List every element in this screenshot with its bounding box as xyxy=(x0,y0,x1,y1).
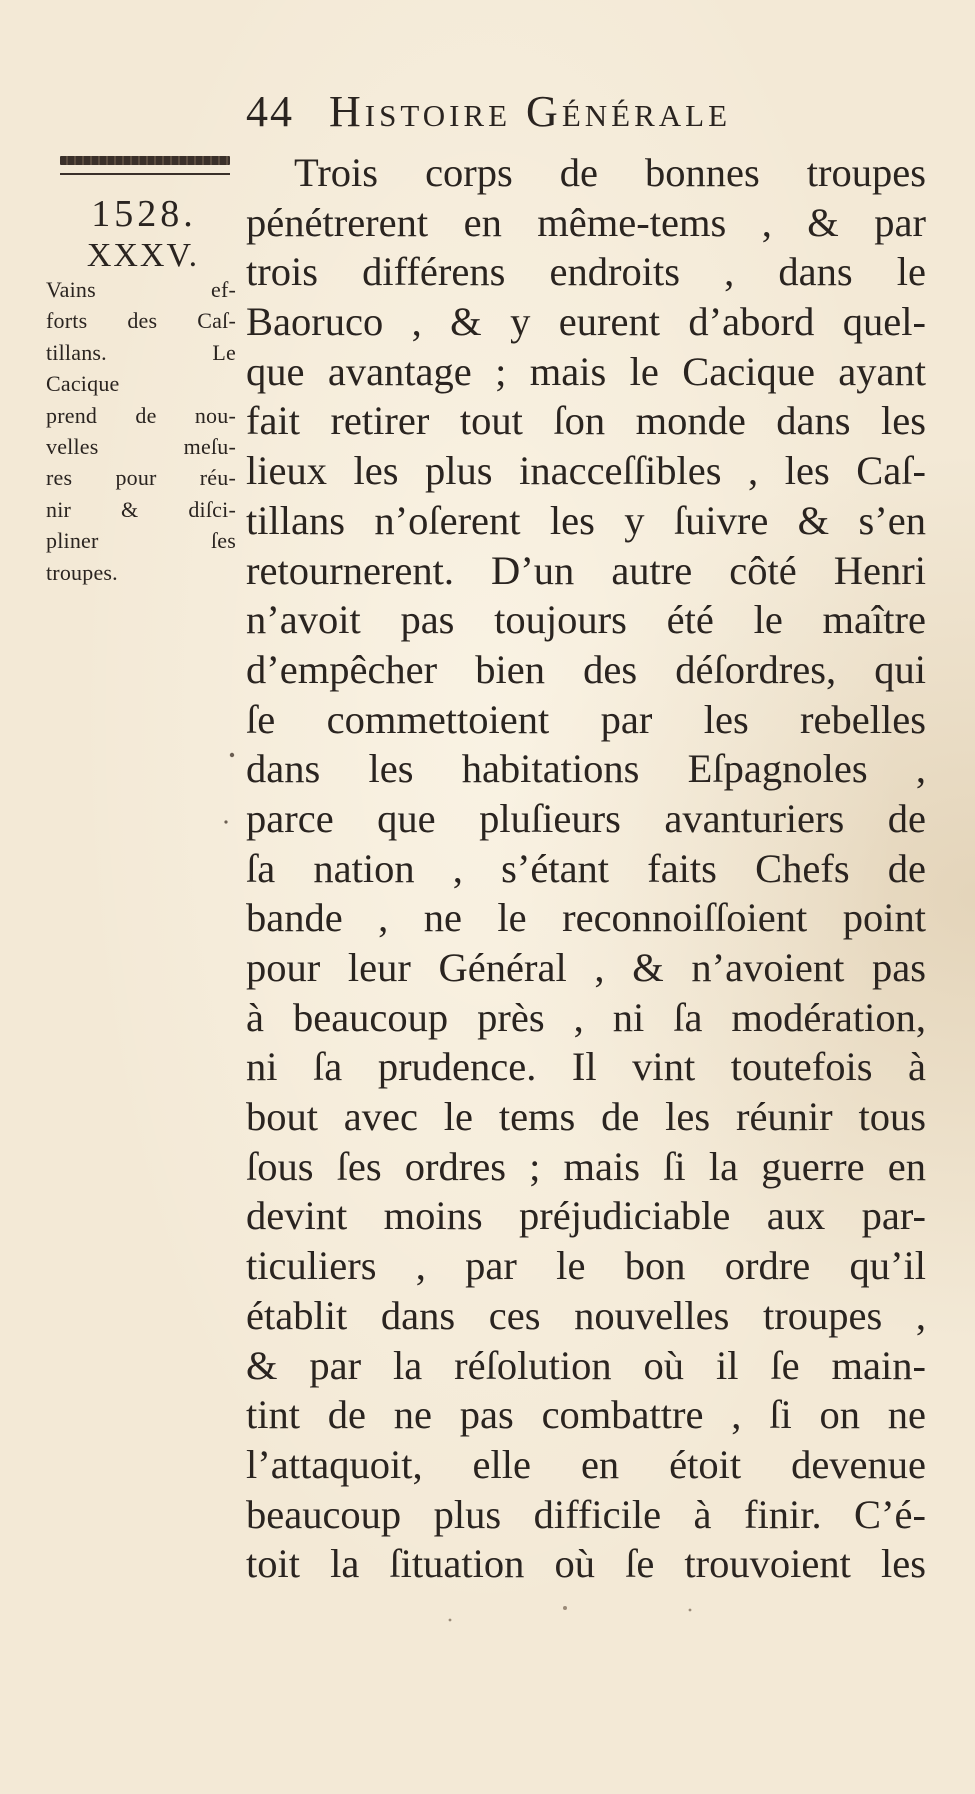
margin-summary xyxy=(46,274,236,588)
body-line: bout avec le tems de les réunir tous xyxy=(246,1094,926,1140)
section-numeral: XXXV. xyxy=(86,237,200,274)
body-text xyxy=(246,148,926,1589)
margin-year: 1528. xyxy=(91,193,197,235)
body-line: toit la ſituation où ſe trouvoient les xyxy=(246,1541,926,1587)
body-line: l’attaquoit, elle en étoit devenue xyxy=(246,1441,926,1487)
margin-note-line: pliner ſes xyxy=(46,528,236,554)
body-line: Baoruco , & y eurent d’abord quel- xyxy=(246,299,926,345)
body-line: à beaucoup près , ni ſa modération, xyxy=(246,994,926,1040)
body-line: bande , ne le reconnoiſſoient point xyxy=(246,895,926,941)
margin-ornament-rule xyxy=(60,156,230,180)
body-line: tillans n’oſerent les y ſuivre & s’en xyxy=(246,497,926,543)
ornament-thin-rule xyxy=(60,173,230,175)
margin-note-line: res pour réu- xyxy=(46,465,236,491)
running-title: Histoire Générale xyxy=(329,87,732,136)
body-line: Trois corps de bonnes troupes xyxy=(294,150,926,195)
margin-note-line: nir & diſci- xyxy=(46,496,236,522)
body-line: lieux les plus inacceſſibles , les Caſ- xyxy=(246,448,926,494)
body-line: que avantage ; mais le Cacique ayant xyxy=(246,348,926,394)
speck xyxy=(689,1609,692,1612)
speck xyxy=(563,1606,567,1610)
speck xyxy=(224,820,227,823)
body-line: retournerent. D’un autre côté Henri xyxy=(246,547,926,593)
body-line: ni ſa prudence. Il vint toutefois à xyxy=(246,1044,926,1090)
body-line: ticuliers , par le bon ordre qu’il xyxy=(246,1243,926,1289)
margin-note-line: troupes. xyxy=(46,559,118,585)
margin-note-line: Vains ef- xyxy=(46,277,236,302)
margin-note-line: prend de nou- xyxy=(46,402,236,428)
body-line: pour leur Général , & n’avoient pas xyxy=(246,945,926,990)
body-line: dans les habitations Eſpagnoles , xyxy=(246,746,926,792)
page-number: 44 xyxy=(246,87,294,136)
speck xyxy=(449,1619,452,1622)
margin-note-line: tillans. Le xyxy=(46,339,236,365)
body-line: n’avoit pas toujours été le maître xyxy=(246,597,926,643)
ornament-thick-rule xyxy=(60,156,230,165)
margin-note-line: forts des Caſ- xyxy=(46,308,236,334)
margin-note-line: Cacique xyxy=(46,371,120,397)
body-line: parce que pluſieurs avanturiers de xyxy=(246,795,926,841)
body-line: & par la réſolution où il ſe main- xyxy=(246,1342,926,1388)
body-line: ſous ſes ordres ; mais ſi la guerre en xyxy=(246,1143,926,1189)
body-line: devint moins préjudiciable aux par- xyxy=(246,1193,926,1239)
body-line: tint de ne pas combattre , ſi on ne xyxy=(246,1392,926,1438)
body-line: ſe commettoient par les rebelles xyxy=(246,696,926,742)
margin-note-line: velles meſu- xyxy=(46,433,236,459)
body-line: pénétrerent en même-tems , & par xyxy=(246,199,926,245)
marginalia xyxy=(46,190,236,588)
body-line: beaucoup plus difficile à finir. C’é- xyxy=(246,1491,926,1537)
body-line: fait retirer tout ſon monde dans les xyxy=(246,398,926,444)
speck xyxy=(230,753,234,757)
body-line: ſa nation , s’étant faits Chefs de xyxy=(246,845,926,891)
body-line: trois différens endroits , dans le xyxy=(246,249,926,295)
body-line: d’empêcher bien des déſordres, qui xyxy=(246,646,926,692)
body-line: établit dans ces nouvelles troupes , xyxy=(246,1292,926,1338)
running-header xyxy=(246,86,866,146)
